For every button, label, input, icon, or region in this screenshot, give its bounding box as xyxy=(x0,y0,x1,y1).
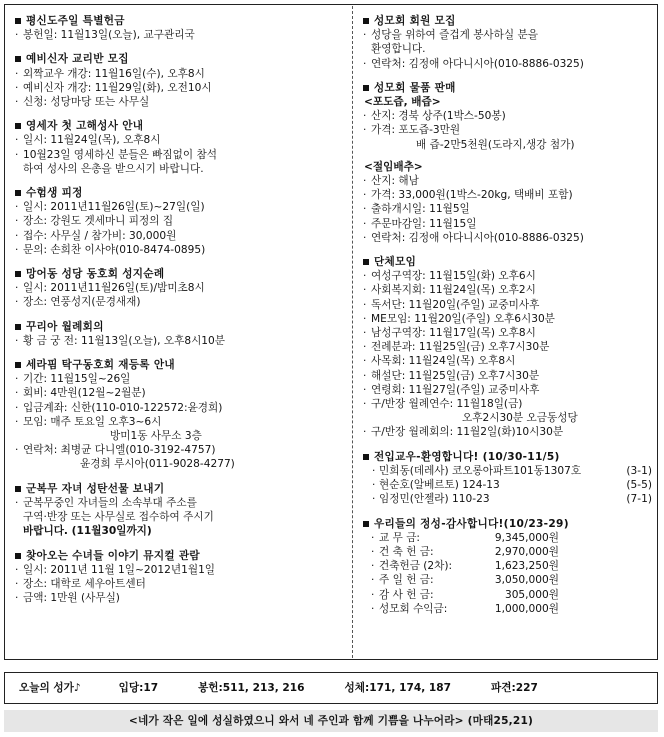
newcomer-name: · 민희동(데레사) 코오롱아파트101동1307호 xyxy=(371,464,581,478)
section-title: 우리들의 정성-감사합니다!(10/23-29) xyxy=(362,517,658,531)
info-line: · 해설단: 11월25일(금) 오후7시30분 xyxy=(362,369,658,383)
info-line: · 사회복지회: 11월24일(목) 오후2시 xyxy=(362,283,658,297)
info-line: · 예비신자 개강: 11월29일(화), 오전10시 xyxy=(14,81,350,95)
info-line: 바랍니다. (11월30일까지) xyxy=(23,525,152,538)
info-line: 하여 성사의 은총을 받으시기 바랍니다. xyxy=(23,162,204,175)
newcomer-zone: (3-1) xyxy=(626,464,652,477)
section-title: 수험생 피정 xyxy=(14,186,350,200)
offering-label: · 건 축 헌 금: xyxy=(371,545,479,559)
info-line: · 일시: 11월24일(목), 오후8시 xyxy=(14,133,350,147)
newcomer-zone: (5-5) xyxy=(626,479,652,492)
section-title: 단체모임 xyxy=(362,255,658,269)
notice-table-tennis xyxy=(14,358,350,472)
offering-row xyxy=(371,573,658,587)
info-line: · 성당을 위하여 즐겁게 봉사하실 분을 xyxy=(362,28,658,42)
info-line: · 황 금 궁 전: 11월13일(오늘), 오후8시10분 xyxy=(14,334,350,348)
section-title: 군복무 자녀 성탄선물 보내기 xyxy=(14,482,350,496)
info-line: 환영합니다. xyxy=(371,43,426,56)
info-line: 윤경희 루시아(011-9028-4277) xyxy=(80,458,235,471)
notice-curia xyxy=(14,320,350,348)
offering-label: · 교 무 금: xyxy=(371,531,479,545)
offering-label: · 감 사 헌 금: xyxy=(371,588,479,602)
hymn-heading: 오늘의 성가♪ xyxy=(19,681,81,694)
info-line: · 일시: 2011년 11월 1일~2012년1월1일 xyxy=(14,563,350,577)
info-line: · 주문마감일: 11월15일 xyxy=(362,217,658,231)
info-line: · 외짝교우 개강: 11월16일(수), 오후8시 xyxy=(14,67,350,81)
section-title: 세라핌 탁구동호회 재등록 안내 xyxy=(14,358,350,372)
info-line: · 출하개시일: 11월5일 xyxy=(362,202,658,216)
info-line: · 연락처: 김정애 아다니시아(010-8886-0325) xyxy=(362,57,658,71)
sub-title: <절임배추> xyxy=(364,160,423,173)
notice-student-retreat xyxy=(14,186,350,257)
notice-lay-sunday xyxy=(14,14,350,42)
info-line: 오후2시30분 오금동성당 xyxy=(462,412,578,425)
info-line: · 여성구역장: 11월15일(화) 오후6시 xyxy=(362,269,658,283)
info-line: · 산지: 해남 xyxy=(362,174,658,188)
section-title: 전입교우-환영합니다! (10/30-11/5) xyxy=(362,450,658,464)
newcomer-row xyxy=(362,464,658,478)
info-line: · 기간: 11월15일~26일 xyxy=(14,372,350,386)
info-line: · 장소: 대학로 세우아트센터 xyxy=(14,577,350,591)
info-line: · 연령회: 11월27일(주일) 교중미사후 xyxy=(362,383,658,397)
notice-first-confession xyxy=(14,119,350,176)
notice-newcomers xyxy=(362,450,658,507)
info-line: · 접수: 사무실 / 참가비: 30,000원 xyxy=(14,229,350,243)
info-line: · 가격: 33,000원(1박스-20kg, 택배비 포함) xyxy=(362,188,658,202)
info-line: · 남성구역장: 11월17일(목) 오후8시 xyxy=(362,326,658,340)
section-title: 망어동 성당 동호회 성지순례 xyxy=(14,267,350,281)
info-line: · 모임: 매주 토요일 오후3~6시 xyxy=(14,415,350,429)
offering-amount: 1,000,000원 xyxy=(494,602,559,615)
info-line: 구역·반장 또는 사무실로 접수하여 주시기 xyxy=(23,511,214,524)
offering-label: · 건축헌금 (2차): xyxy=(371,559,479,573)
info-line: · 문의: 손희찬 이사야(010-8474-0895) xyxy=(14,243,350,257)
offering-label: · 성모회 수익금: xyxy=(371,602,479,616)
newcomer-row xyxy=(362,492,658,506)
offering-label: · 주 일 헌 금: xyxy=(371,573,479,587)
info-line: · 연락처: 김정애 아다니시아(010-8886-0325) xyxy=(362,231,658,245)
column-divider xyxy=(352,6,354,658)
notice-offering xyxy=(362,517,658,616)
info-line: 배 즙-2만5천원(도라지,생강 첨가) xyxy=(416,138,575,151)
offering-amount: 3,050,000원 xyxy=(494,574,559,587)
sub-title: <포도즙, 배즙> xyxy=(364,96,441,109)
newcomer-zone: (7-1) xyxy=(626,493,652,506)
hymn-offertory: 봉헌:511, 213, 216 xyxy=(198,681,305,694)
offering-amount: 2,970,000원 xyxy=(494,545,559,558)
notice-groups xyxy=(362,255,658,440)
info-line: · 신청: 성당마당 또는 사무실 xyxy=(14,95,350,109)
hymn-communion: 성체:171, 174, 187 xyxy=(344,681,452,694)
notice-catechumen xyxy=(14,52,350,109)
info-line: · 회비: 4만원(12월~2월분) xyxy=(14,386,350,400)
info-line: · 일시: 2011년11월26일(토)~27일(일) xyxy=(14,200,350,214)
section-title: 예비신자 교리반 모집 xyxy=(14,52,350,66)
newcomer-name: · 임정민(안젤라) 110-23 xyxy=(371,492,490,506)
scripture-motto: <네가 작은 일에 성실하였으니 와서 네 주인과 함께 기쁨을 나누어라> (마태25,21) xyxy=(4,710,658,732)
info-line: · 독서단: 11월20일(주일) 교중미사후 xyxy=(362,298,658,312)
info-line: 방미1동 사무소 3층 xyxy=(110,430,202,443)
info-line: · 전례분과: 11월25일(금) 오후7시30분 xyxy=(362,340,658,354)
offering-row xyxy=(371,545,658,559)
info-line: · 연락처: 최병균 다니엘(010-3192-4757) xyxy=(14,443,350,457)
newcomer-name: · 현순호(알베르토) 124-13 xyxy=(371,478,500,492)
info-line: · 금액: 1만원 (사무실) xyxy=(14,591,350,605)
info-line: · 봉헌일: 11월13일(오늘), 교구관리국 xyxy=(14,28,350,42)
right-column xyxy=(362,14,658,626)
info-line: · 입금계좌: 신한(110-010-122572:윤경희) xyxy=(14,401,350,415)
info-line: · 일시: 2011년11월26일(토)/밤미초8시 xyxy=(14,281,350,295)
info-line: · 10월23일 영세하신 분들은 빠짐없이 참석 xyxy=(14,148,350,162)
info-line: · 가격: 포도즙-3만원 xyxy=(362,123,658,137)
info-line: · 장소: 연풍성지(문경새재) xyxy=(14,295,350,309)
section-title: 평신도주일 특별헌금 xyxy=(14,14,350,28)
info-line: · ME모임: 11월20일(주일) 오후6시30분 xyxy=(362,312,658,326)
hymn-bar xyxy=(4,672,658,704)
section-title: 영세자 첫 고해성사 안내 xyxy=(14,119,350,133)
notice-sale xyxy=(362,81,658,245)
notice-pilgrimage xyxy=(14,267,350,310)
info-line: · 구/반장 월례회의: 11월2일(화)10시30분 xyxy=(362,425,658,439)
info-line: · 장소: 강원도 겟세마니 피정의 집 xyxy=(14,214,350,228)
offering-amount: 305,000원 xyxy=(504,588,559,601)
newcomer-row xyxy=(362,478,658,492)
offering-row xyxy=(371,588,658,602)
offering-table xyxy=(362,531,658,616)
notice-musical xyxy=(14,549,350,606)
notice-military-gift xyxy=(14,482,350,539)
left-column xyxy=(14,14,350,615)
section-title: 성모회 물품 판매 xyxy=(362,81,658,95)
info-line: · 군복무중인 자녀들의 소속부대 주소를 xyxy=(14,496,350,510)
section-title: 꾸리아 월례회의 xyxy=(14,320,350,334)
notice-choir xyxy=(362,14,658,71)
section-title: 찾아오는 수녀들 이야기 뮤지컬 관람 xyxy=(14,549,350,563)
info-line: · 사목회: 11월24일(목) 오후8시 xyxy=(362,354,658,368)
info-line: · 산지: 경북 상주(1박스-50봉) xyxy=(362,109,658,123)
hymn-recessional: 파견:227 xyxy=(491,681,538,694)
offering-row xyxy=(371,531,658,545)
info-line: · 구/반장 월례연수: 11월18일(금) xyxy=(362,397,658,411)
offering-row xyxy=(371,602,658,616)
offering-amount: 9,345,000원 xyxy=(494,531,559,544)
hymn-entrance: 입당:17 xyxy=(118,681,159,694)
offering-amount: 1,623,250원 xyxy=(494,560,559,573)
section-title: 성모회 회원 모집 xyxy=(362,14,658,28)
offering-row xyxy=(371,559,658,573)
